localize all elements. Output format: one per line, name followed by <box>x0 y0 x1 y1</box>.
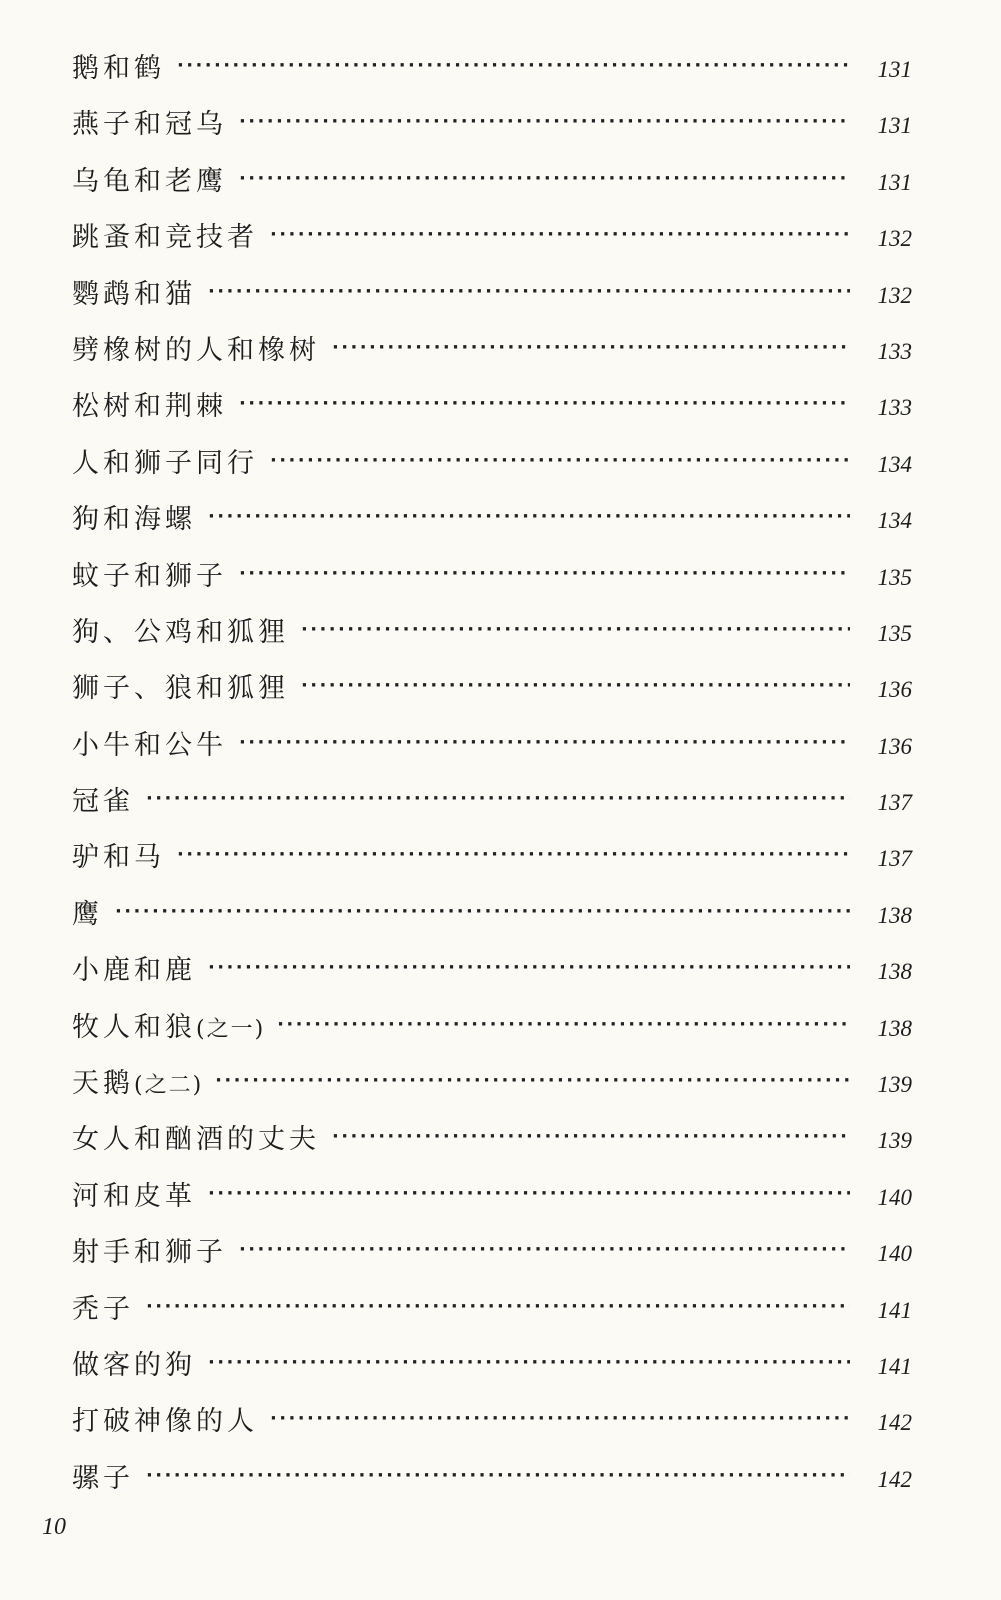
toc-entry-title <box>72 1287 146 1326</box>
toc-entry-title-text: 骡子 <box>72 1462 134 1494</box>
toc-entry <box>72 441 912 497</box>
toc-entry-title-text: 蚊子和狮子 <box>72 560 227 592</box>
toc-entry <box>72 1287 912 1343</box>
toc-entry <box>72 1117 912 1173</box>
dot-leader <box>270 224 850 245</box>
toc-entry-page-number: 141 <box>877 1353 912 1379</box>
toc-entry-page-number: 136 <box>877 677 912 703</box>
dot-leader <box>208 1352 850 1373</box>
toc-entry <box>72 46 912 102</box>
toc-entry-page-number: 134 <box>877 451 912 477</box>
toc-entry <box>72 892 912 948</box>
toc-entry-title-text: 小鹿和鹿 <box>72 955 196 987</box>
toc-entry-title <box>72 1456 146 1495</box>
toc-entry-title-text: 做客的狗 <box>72 1349 196 1381</box>
toc-entry-title-text: 冠雀 <box>72 786 134 818</box>
dot-leader <box>332 1126 850 1147</box>
toc-entry-title-text: 狮子、狼和狐狸 <box>72 673 289 705</box>
toc-entry-title-text: 驴和马 <box>72 842 165 874</box>
toc-entry-title <box>72 1343 208 1382</box>
toc-entry <box>72 328 912 384</box>
toc-entry <box>72 1061 912 1117</box>
toc-entry-page-number: 133 <box>877 395 912 421</box>
dot-leader <box>332 337 850 358</box>
toc-entry-title-text: 鹰 <box>72 898 103 930</box>
toc-entry-page-number: 131 <box>877 57 912 82</box>
toc-entry-page-number: 140 <box>877 1241 912 1267</box>
toc-entry <box>72 779 912 835</box>
toc-entry-title <box>72 666 301 705</box>
dot-leader <box>270 450 850 471</box>
toc-entry-page-number: 138 <box>877 959 912 985</box>
toc-entry <box>72 948 912 1004</box>
toc-entry-title <box>72 102 239 141</box>
toc-entry-title-text: 打破神像的人 <box>72 1406 258 1438</box>
toc-entry-page-number: 137 <box>877 790 912 816</box>
toc-entry-page-number: 140 <box>877 1184 912 1210</box>
toc-entry <box>72 159 912 215</box>
page-number: 10 <box>42 1514 66 1540</box>
toc-entry-title-text: 人和狮子同行 <box>72 447 258 479</box>
toc-entry-page-number: 141 <box>877 1297 912 1323</box>
toc-entry-page-number: 131 <box>877 113 912 139</box>
toc-entry-page-number: 131 <box>877 169 912 195</box>
dot-leader <box>115 901 850 922</box>
table-of-contents <box>72 46 912 1512</box>
toc-entry <box>72 1456 912 1512</box>
toc-entry-title <box>72 948 208 987</box>
dot-leader <box>208 281 850 302</box>
toc-entry-title <box>72 723 239 762</box>
toc-entry-page-number: 142 <box>877 1410 912 1436</box>
toc-entry-title <box>72 892 115 931</box>
toc-entry-page-number: 142 <box>877 1466 912 1492</box>
toc-entry-title <box>72 1005 277 1044</box>
toc-entry-page-number: 134 <box>877 508 912 534</box>
dot-leader <box>239 168 850 189</box>
toc-entry-title-text: 牧人和狼 <box>72 1011 196 1043</box>
toc-entry <box>72 835 912 891</box>
toc-entry-title <box>72 1174 208 1213</box>
dot-leader <box>301 619 850 640</box>
dot-leader <box>208 957 850 978</box>
toc-entry-title-text: 松树和荆棘 <box>72 391 227 423</box>
toc-entry <box>72 102 912 158</box>
toc-entry <box>72 1399 912 1455</box>
toc-entry-page-number: 133 <box>877 338 912 364</box>
toc-entry-title <box>72 328 332 367</box>
toc-entry-title <box>72 441 270 480</box>
dot-leader <box>177 55 850 76</box>
toc-entry-title <box>72 384 239 423</box>
toc-entry <box>72 610 912 666</box>
toc-entry-page-number: 135 <box>877 620 912 646</box>
toc-entry-title-text: 天鹅 <box>72 1068 134 1100</box>
toc-entry-title-text: 河和皮革 <box>72 1180 196 1212</box>
toc-entry <box>72 272 912 328</box>
toc-entry-page-number: 136 <box>877 733 912 759</box>
toc-entry-title <box>72 46 177 85</box>
dot-leader <box>301 675 850 696</box>
toc-entry-title-text: 鹦鹉和猫 <box>72 278 196 310</box>
dot-leader <box>239 732 850 753</box>
toc-entry-page-number: 139 <box>877 1128 912 1154</box>
toc-entry-title <box>72 1117 332 1156</box>
toc-entry-title-text: 小牛和公牛 <box>72 729 227 761</box>
toc-entry-page-number: 132 <box>877 226 912 252</box>
dot-leader <box>146 1465 850 1486</box>
toc-entry-title <box>72 497 208 536</box>
toc-entry-title <box>72 1230 239 1269</box>
toc-entry-title <box>72 779 146 818</box>
dot-leader <box>239 1239 850 1260</box>
toc-entry-title <box>72 1399 270 1438</box>
toc-entry-title <box>72 215 270 254</box>
toc-entry-title-text: 劈橡树的人和橡树 <box>72 334 320 366</box>
dot-leader <box>239 393 850 414</box>
toc-entry <box>72 497 912 553</box>
toc-entry-title <box>72 272 208 311</box>
toc-entry-title-text: 射手和狮子 <box>72 1237 227 1269</box>
toc-entry-page-number: 135 <box>877 564 912 590</box>
dot-leader <box>239 563 850 584</box>
dot-leader <box>177 844 850 865</box>
toc-entry-page-number: 138 <box>877 1015 912 1041</box>
toc-entry-note: (之二) <box>134 1073 204 1099</box>
toc-entry-title <box>72 554 239 593</box>
toc-entry-title <box>72 835 177 874</box>
dot-leader <box>215 1070 850 1091</box>
toc-entry-title-text: 跳蚤和竞技者 <box>72 222 258 254</box>
dot-leader <box>277 1014 850 1035</box>
toc-entry-title <box>72 610 301 649</box>
dot-leader <box>270 1408 850 1429</box>
toc-entry-title-text: 燕子和冠乌 <box>72 109 227 141</box>
toc-entry <box>72 215 912 271</box>
toc-entry-title-text: 女人和酗酒的丈夫 <box>72 1124 320 1156</box>
toc-entry-page-number: 137 <box>877 846 912 872</box>
toc-entry <box>72 1005 912 1061</box>
toc-entry <box>72 384 912 440</box>
toc-entry-title-text: 狗和海螺 <box>72 504 196 536</box>
dot-leader <box>208 506 850 527</box>
toc-entry-page-number: 139 <box>877 1072 912 1098</box>
toc-entry <box>72 1230 912 1286</box>
dot-leader <box>146 788 850 809</box>
toc-entry <box>72 723 912 779</box>
dot-leader <box>239 111 850 132</box>
toc-entry-title <box>72 159 239 198</box>
toc-entry-title-text: 秃子 <box>72 1293 134 1325</box>
dot-leader <box>146 1296 850 1317</box>
toc-entry <box>72 1174 912 1230</box>
dot-leader <box>208 1183 850 1204</box>
toc-entry-page-number: 132 <box>877 282 912 308</box>
toc-entry <box>72 1343 912 1399</box>
toc-entry-title-text: 乌龟和老鹰 <box>72 165 227 197</box>
toc-entry-title <box>72 1061 215 1100</box>
toc-entry-title-text: 狗、公鸡和狐狸 <box>72 616 289 648</box>
toc-entry-title-text: 鹅和鹤 <box>72 53 165 84</box>
toc-entry <box>72 666 912 722</box>
toc-entry <box>72 554 912 610</box>
toc-entry-note: (之一) <box>196 1016 266 1042</box>
toc-entry-page-number: 138 <box>877 902 912 928</box>
